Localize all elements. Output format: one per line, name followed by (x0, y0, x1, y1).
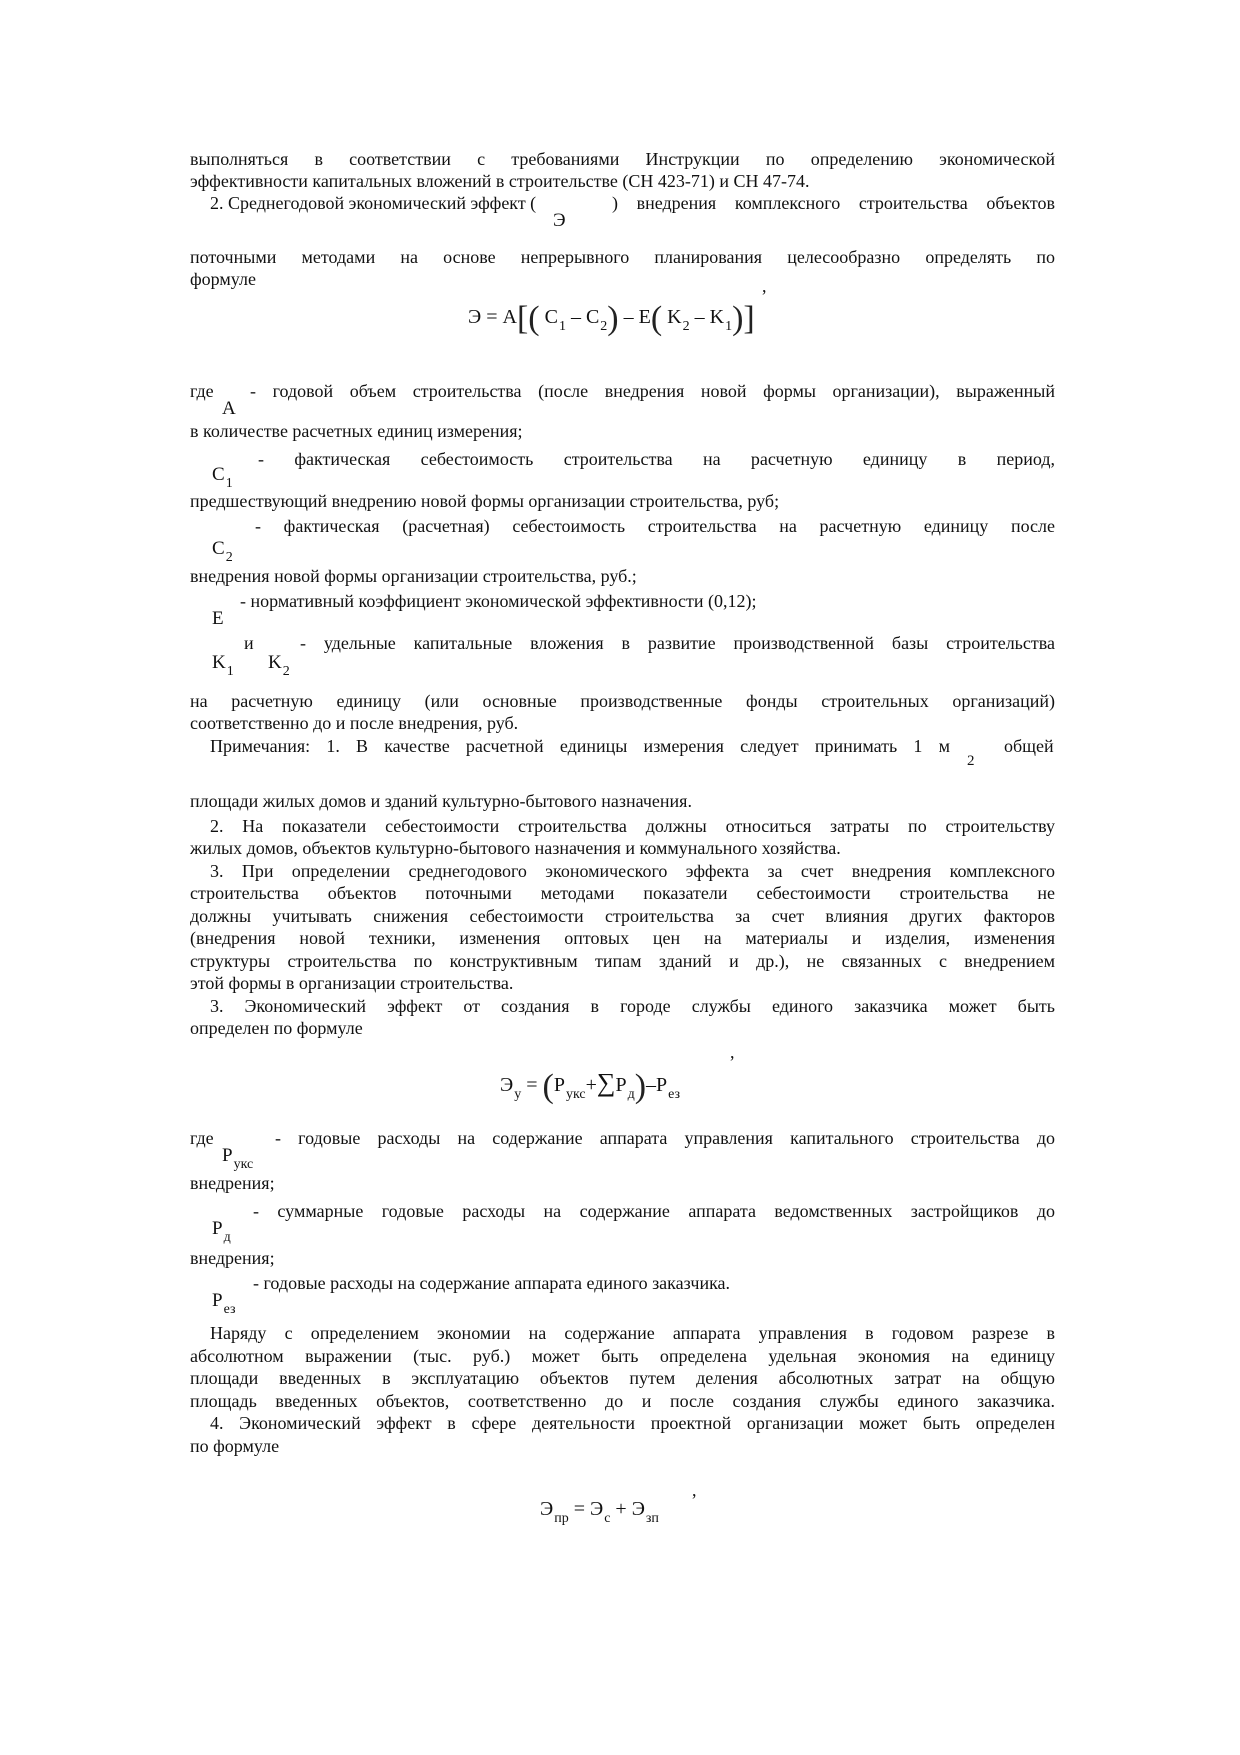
text-line: - годовой объем строительства (после внедрения новой формы организации), выраженный (250, 381, 1055, 401)
formula-customer-service-effect: $Э_у = (P_{укс}+\sum P_д)-P_{ез}$ (500, 1068, 681, 1105)
text-line: 2. На показатели себестоимости строительства должны относиться затраты по строительству (210, 816, 1055, 836)
text-line: 3. Экономический эффект от создания в городе службы единого заказчика может быть (210, 996, 1055, 1016)
symbol-K1: $K_1$ (212, 652, 234, 679)
text-line: ) внедрения комплексного строительства объектов (612, 193, 1055, 213)
text-line: где (190, 1128, 214, 1148)
symbol-A: A (222, 398, 236, 419)
text-line: - суммарные годовые расходы на содержание аппарата ведомственных застройщиков до (253, 1201, 1055, 1221)
symbol-K2: $K_2$ (268, 652, 290, 679)
text-line: площади введенных в эксплуатацию объектов путем деления абсолютных затрат на общую (190, 1368, 1055, 1388)
text-line: - нормативный коэффициент экономической эффективности (0,12); (240, 591, 757, 611)
symbol-P-ez: $P_{ез}$ (212, 1290, 236, 1317)
text-line: абсолютном выражении (тыс. руб.) может быть определена удельная экономия на единицу (190, 1346, 1055, 1366)
text-line: Наряду с определением экономии на содержание аппарата управления в годовом разрезе в (210, 1323, 1055, 1343)
symbol-C1: $C_1$ (212, 464, 233, 491)
text-line: внедрения; (190, 1173, 275, 1193)
text-line: формуле (190, 269, 256, 289)
text-line: Примечания: 1. В качестве расчетной единицы измерения следует принимать 1 м (210, 736, 950, 756)
text-line: 2. Среднегодовой экономический эффект ( (210, 193, 537, 213)
text-line: - фактическая (расчетная) себестоимость строительства на расчетную единицу после (255, 516, 1055, 536)
symbol-m2-exponent: 2 (967, 753, 975, 769)
text-line: эффективности капитальных вложений в строительстве (СН 423-71) и СН 47-74. (190, 171, 810, 191)
text-line: - годовые расходы на содержание аппарата единого заказчика. (253, 1273, 731, 1293)
formula-comma: , (730, 1042, 735, 1062)
text-line: 4. Экономический эффект в сфере деятельности проектной организации может быть определен (210, 1413, 1055, 1433)
text-line: - удельные капитальные вложения в развитие производственной базы строительства (300, 633, 1055, 653)
text-line: общей (1004, 736, 1054, 756)
formula-annual-effect: Э = A[( $C_1 - C_2) - E$( $K_2 - K_1$)] (468, 300, 755, 337)
text-line: в количестве расчетных единиц измерения; (190, 421, 523, 441)
symbol-C2: $C_2$ (212, 538, 233, 565)
formula-design-org-effect: $Э_{пр} = Э_с + Э_{зп}$ (540, 1498, 659, 1526)
text-line: выполняться в соответствии с требованиями Инструкции по определению экономической (190, 149, 1055, 169)
text-line: на расчетную единицу (или основные производственные фонды строительных организаций) (190, 691, 1055, 711)
text-line: предшествующий внедрению новой формы организации строительства, руб; (190, 491, 780, 511)
text-line: по формуле (190, 1436, 280, 1456)
text-line: соответственно до и после внедрения, руб. (190, 713, 519, 733)
symbol-E: Э (553, 210, 566, 231)
text-line: внедрения новой формы организации строительства, руб.; (190, 566, 637, 586)
text-line: определен по формуле (190, 1018, 363, 1038)
text-line: площадь введенных объектов, соответственно до и после создания службы единого заказчика. (190, 1391, 1055, 1411)
text-line: площади жилых домов и зданий культурно-бытового назначения. (190, 791, 692, 811)
formula-comma: , (762, 276, 767, 296)
text-line: где (190, 381, 214, 401)
text-line: строительства объектов поточными методами показатели себестоимости строительства не (190, 883, 1055, 903)
text-line: - годовые расходы на содержание аппарата управления капитального строительства до (275, 1128, 1055, 1148)
formula-comma: , (692, 1480, 697, 1500)
text-line: жилых домов, объектов культурно-бытового назначения и коммунального хозяйства. (190, 838, 841, 858)
text-line: поточными методами на основе непрерывного планирования целесообразно определять по (190, 247, 1055, 267)
text-line: внедрения; (190, 1248, 275, 1268)
symbol-P-ukc: $P_{укс}$ (222, 1145, 254, 1172)
text-line: должны учитывать снижения себестоимости строительства за счет влияния других факторов (190, 906, 1055, 926)
text-line: 3. При определении среднегодового экономического эффекта за счет внедрения комплексного (210, 861, 1055, 881)
text-line: этой формы в организации строительства. (190, 973, 514, 993)
text-line: - фактическая себестоимость строительства на расчетную единицу в период, (258, 449, 1055, 469)
text-line: структуры строительства по конструктивным типам зданий и др.), не связанных с внедрением (190, 951, 1055, 971)
symbol-Ecoef: E (212, 608, 224, 629)
symbol-P-d: $P_д$ (212, 1218, 231, 1245)
text-line: и (244, 633, 254, 653)
text-line: (внедрения новой техники, изменения оптовых цен на материалы и изделия, изменения (190, 928, 1055, 948)
